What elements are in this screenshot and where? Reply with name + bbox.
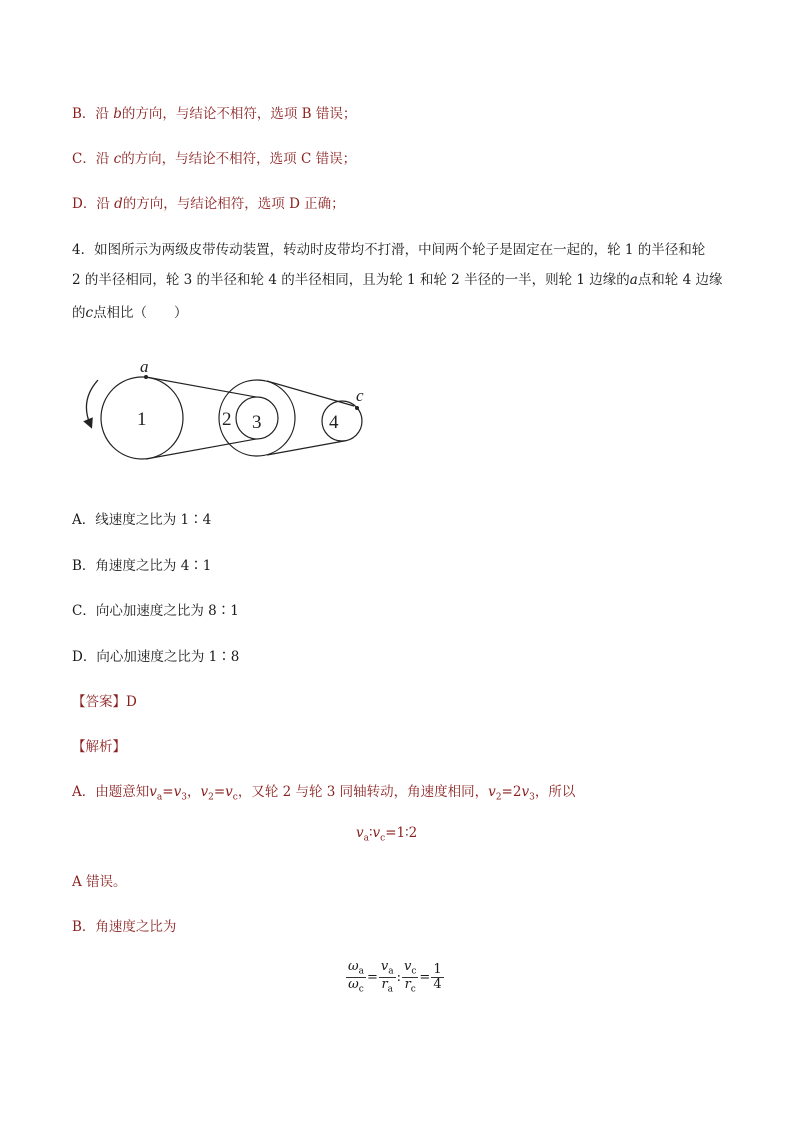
answer-label: 【答案】 — [72, 694, 126, 710]
variable: ω — [348, 959, 359, 974]
answer-value: D — [126, 694, 137, 710]
variable: v — [149, 784, 157, 800]
question-text: 的 — [72, 305, 86, 321]
variable: c — [113, 151, 122, 167]
variable: r — [404, 977, 411, 993]
numerator: 1 — [433, 962, 442, 978]
question-text: 2 的半径相同，轮 3 的半径和轮 4 的半径相同，且为轮 1 和轮 2 半径的一半，则轮 1 边缘的 — [72, 272, 630, 288]
variable: v — [225, 784, 233, 800]
fraction-vc-rc — [402, 960, 418, 995]
equals: = — [213, 784, 226, 800]
belt-bottom-2 — [267, 441, 344, 455]
subscript: a — [358, 966, 364, 977]
subscript: a — [387, 984, 394, 995]
question-text: 点相比（ ） — [93, 305, 188, 321]
option-text: 的方向，与结论不相符，选项 C 错误； — [121, 151, 357, 167]
variable: c — [85, 305, 94, 321]
analysis-label: 【解析】 — [72, 739, 126, 755]
answer-line — [72, 690, 137, 710]
variable: v — [488, 784, 496, 800]
choice-d: D．向心加速度之比为 1∶8 — [72, 649, 240, 665]
option-text: 的方向，与结论相符，选项 D 正确； — [122, 196, 345, 212]
option-prefix: B．沿 — [72, 106, 114, 122]
variable: b — [113, 106, 122, 122]
subscript: 3 — [181, 792, 187, 803]
subscript: a — [363, 833, 370, 844]
denominator: 4 — [433, 977, 442, 993]
choice-a: A．线速度之比为 1∶4 — [72, 512, 212, 528]
belt-top-2 — [267, 381, 354, 406]
question-line-3 — [72, 301, 188, 321]
wheel-label-4: 4 — [329, 412, 339, 433]
wheel-label-3: 3 — [252, 412, 262, 433]
variable: a — [629, 272, 638, 288]
option-prefix: C．沿 — [72, 151, 114, 167]
prev-option-b — [72, 102, 356, 122]
choice-b: B．角速度之比为 4∶1 — [72, 558, 212, 574]
variable: v — [356, 825, 364, 841]
analysis-text: A．由题意知 — [72, 784, 150, 800]
analysis-a-line — [72, 780, 575, 803]
subscript: c — [410, 984, 416, 995]
analysis-text: ，又轮 2 与轮 3 同轴转动，角速度相同， — [237, 784, 489, 800]
option-text: 的方向，与结论不相符，选项 B 错误； — [121, 106, 357, 122]
variable: r — [381, 977, 388, 993]
centered-equation-va-vc — [356, 825, 417, 844]
question-line-2 — [72, 268, 722, 288]
choice-c: C．向心加速度之比为 8∶1 — [72, 603, 239, 619]
variable: v — [380, 959, 389, 974]
fraction-one-quarter — [431, 963, 443, 991]
analysis-a-conclusion: A 错误。 — [72, 874, 127, 890]
prev-option-c — [72, 147, 356, 167]
belt-top-1 — [146, 377, 256, 397]
question-text: 点和轮 4 边缘 — [637, 272, 723, 288]
subscript: 2 — [208, 792, 214, 803]
separator: ， — [186, 784, 201, 800]
ratio: =1∶2 — [385, 825, 418, 841]
point-c — [355, 406, 359, 410]
question-line-1: 4．如图所示为两级皮带传动装置，转动时皮带均不打滑，中间两个轮子是固定在一起的，轮 1 的半径和轮 — [72, 242, 706, 258]
equals: = — [419, 970, 431, 986]
variable: ω — [348, 977, 359, 993]
fraction-omega — [346, 960, 366, 995]
equals: = — [162, 784, 174, 800]
subscript: c — [232, 792, 238, 803]
subscript: 2 — [495, 792, 502, 803]
analysis-text: ，所以 — [534, 784, 576, 800]
wheel-label-1: 1 — [137, 409, 147, 430]
subscript: c — [358, 984, 364, 995]
omega-ratio-equation — [346, 960, 444, 995]
analysis-b-line: B．角速度之比为 — [72, 919, 177, 935]
subscript: a — [388, 966, 394, 977]
rotation-arrow-icon — [86, 380, 98, 424]
subscript: c — [411, 966, 417, 977]
subscript: c — [380, 833, 386, 844]
belt-bottom-1 — [146, 439, 256, 459]
variable: v — [200, 784, 209, 800]
equals: =2 — [501, 784, 522, 800]
variable: v — [521, 784, 530, 800]
variable: d — [114, 196, 123, 212]
variable: v — [372, 825, 381, 841]
subscript: a — [156, 792, 163, 803]
prev-option-d — [72, 192, 345, 212]
variable: v — [404, 959, 412, 974]
label-c: c — [356, 386, 364, 405]
colon: ∶ — [369, 825, 373, 841]
label-a: a — [140, 357, 149, 376]
colon: : — [396, 970, 402, 986]
wheel-label-2: 2 — [222, 409, 232, 430]
variable: v — [173, 784, 182, 800]
subscript: 3 — [529, 792, 535, 803]
pulley-diagram — [72, 352, 382, 472]
option-prefix: D．沿 — [72, 196, 115, 212]
equals: = — [366, 970, 378, 986]
fraction-va-ra — [379, 960, 396, 995]
